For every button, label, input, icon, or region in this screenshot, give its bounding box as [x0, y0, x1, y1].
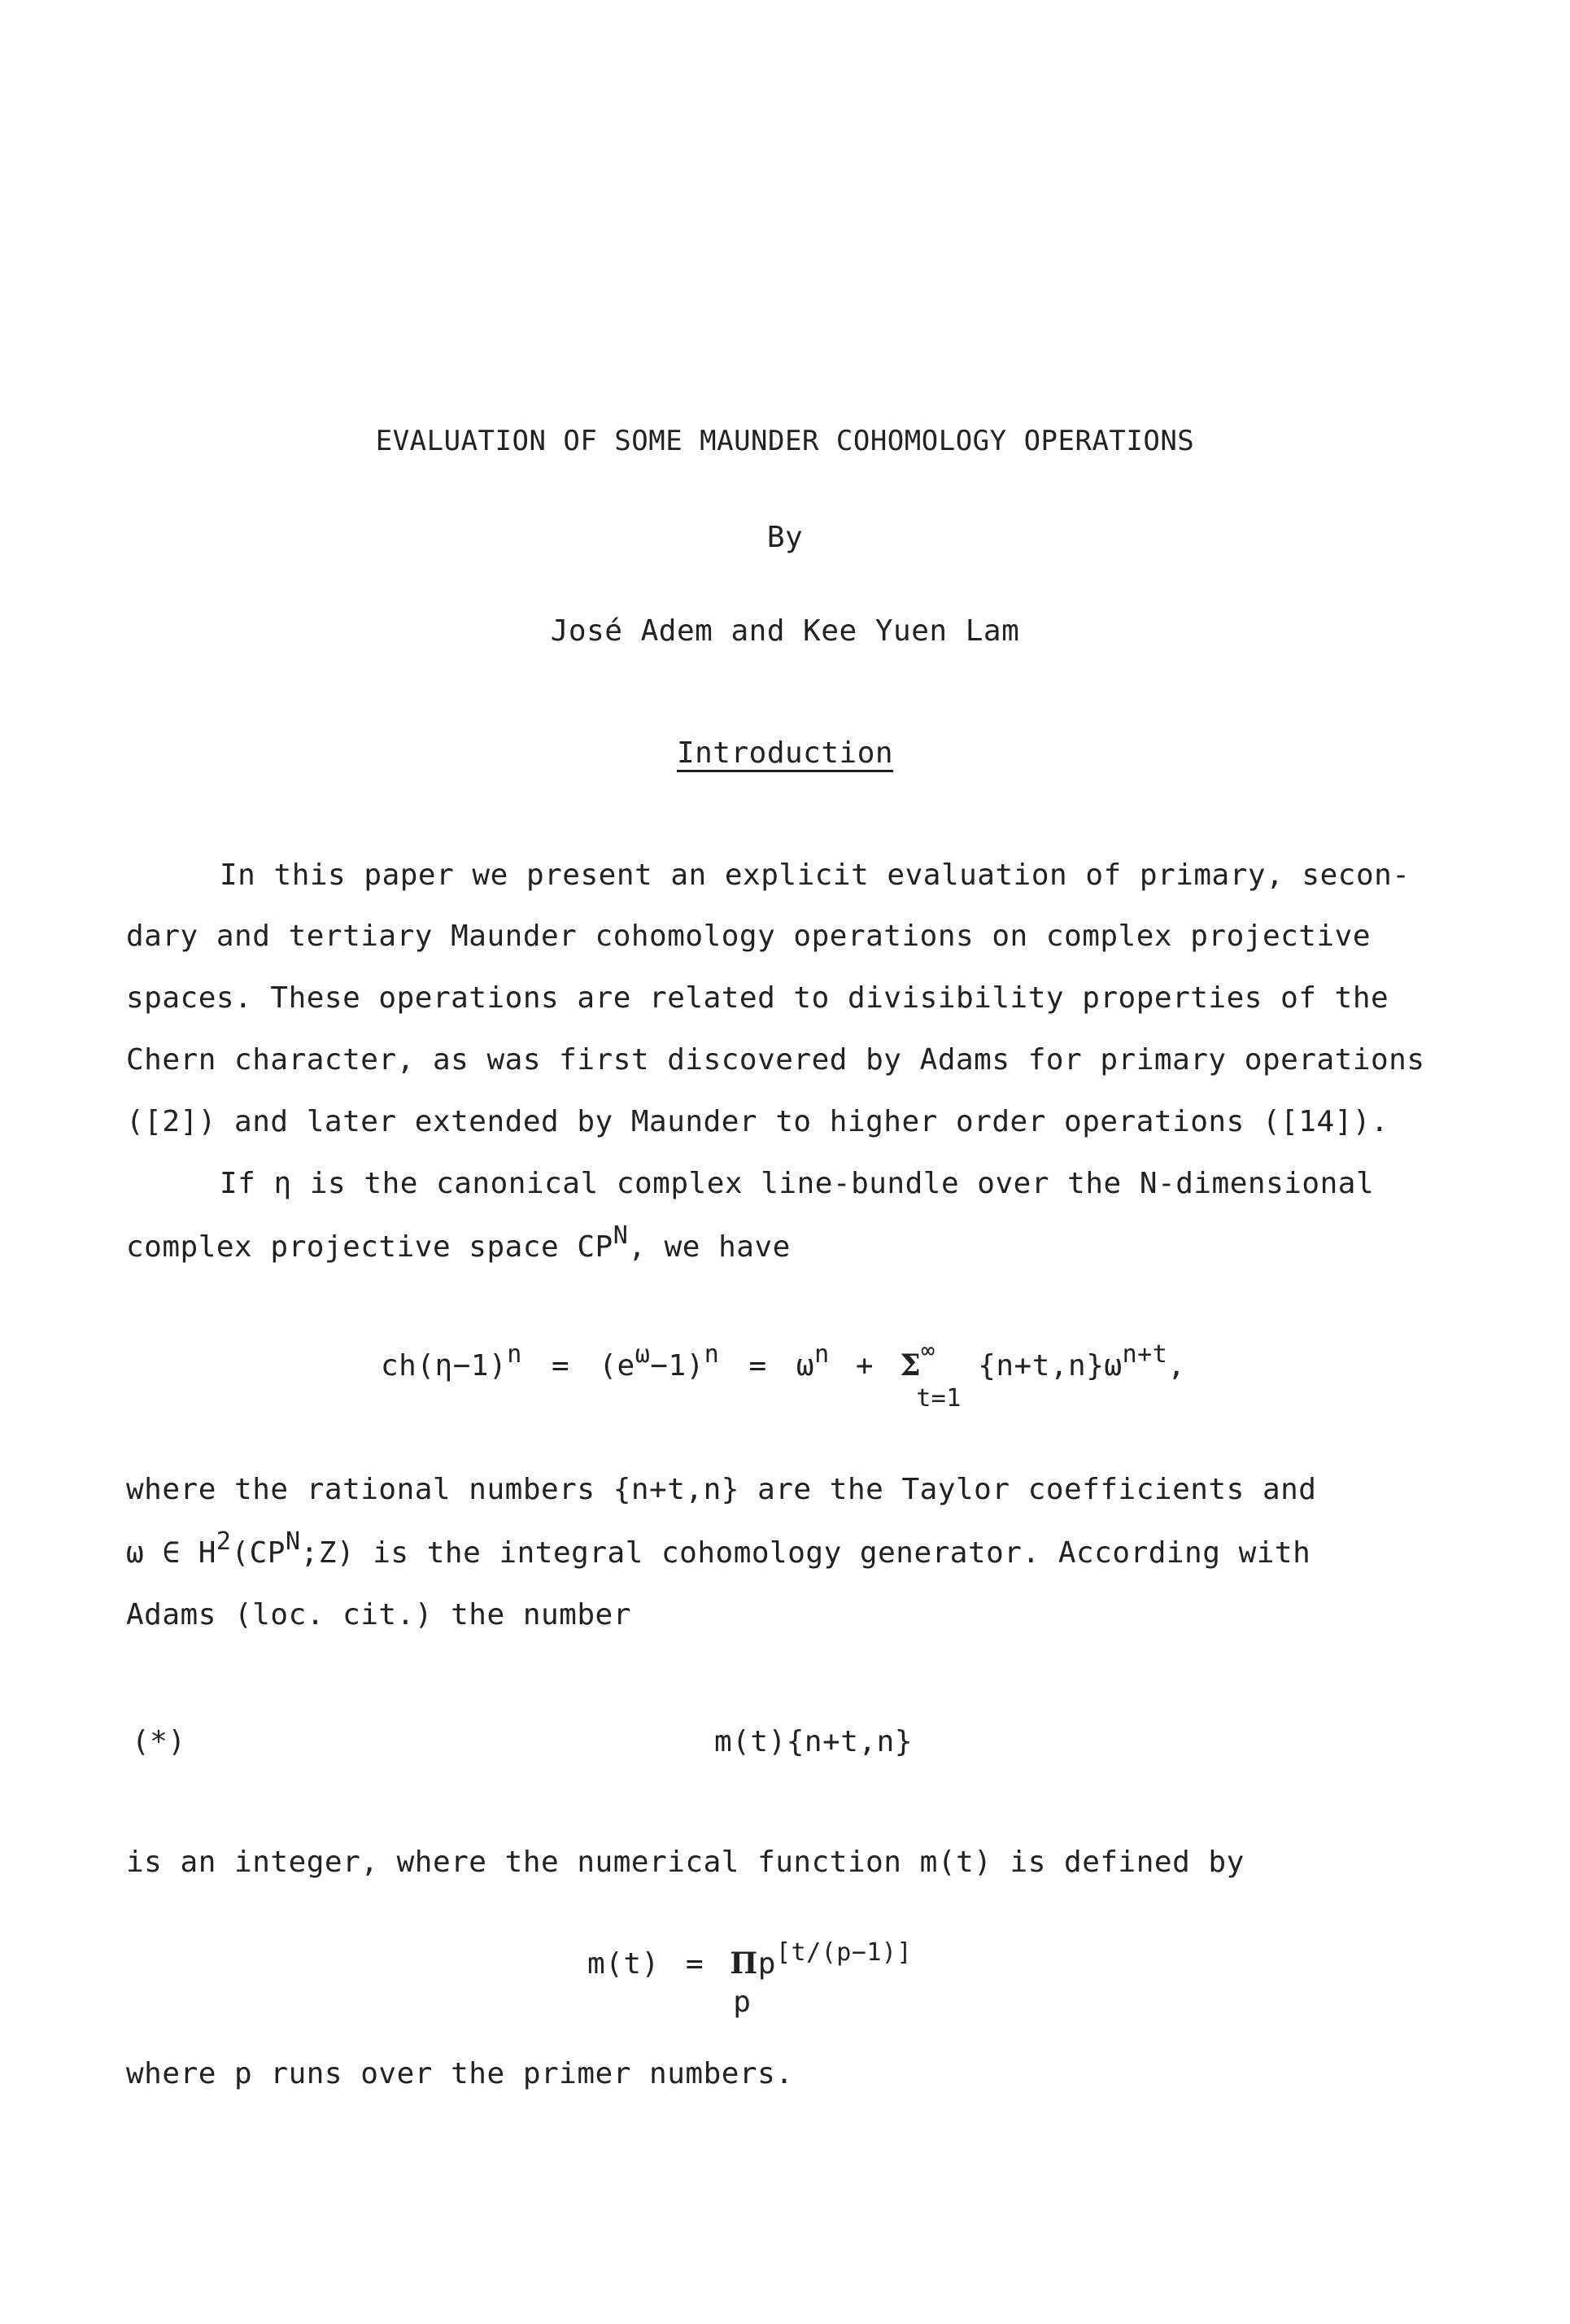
paper-title: EVALUATION OF SOME MAUNDER COHOMOLOGY OPERATIONS — [375, 425, 1195, 457]
paragraph4: is an integer, where the numerical function m(t) is defined by — [126, 1846, 1245, 1879]
paragraph2-line2-pre: complex projective space CP — [126, 1230, 613, 1264]
paragraph1-line1: In this paper we present an explicit evaluation of primary, secon- — [220, 858, 1411, 892]
eq1-plus: + — [855, 1349, 874, 1383]
eq1-omega: ω — [796, 1349, 815, 1383]
paragraph5: where p runs over the primer numbers. — [126, 2057, 794, 2090]
eq2-prod-sub: p — [733, 1985, 752, 2019]
section-heading-text: Introduction — [676, 736, 894, 770]
eq1-term-exp: n+t — [1122, 1340, 1168, 1369]
equation-m-of-t — [587, 1938, 913, 2019]
eq1-mid-exp: ω — [635, 1340, 651, 1369]
paragraph3-line2-sup1: 2 — [216, 1527, 232, 1556]
section-heading — [0, 736, 1570, 770]
equation-star-label: (*) — [132, 1725, 186, 1758]
eq2-prod-symbol: Π — [730, 1946, 758, 1981]
eq1-term: {n+t,n}ω — [978, 1349, 1123, 1383]
byline: By — [766, 521, 804, 554]
paragraph1-line4: Chern character, as was first discovered by Adams for primary operations — [126, 1043, 1425, 1077]
eq2-p: p — [757, 1947, 776, 1981]
paragraph3-line2-c: ;Z) is the integral cohomology generator. According with — [300, 1536, 1311, 1570]
eq1-mid: (e — [599, 1349, 635, 1383]
eq1-equals-1: = — [551, 1349, 570, 1383]
eq1-mid-post: −1) — [650, 1349, 704, 1383]
eq2-exp: [t/(p−1)] — [775, 1938, 913, 1967]
eq1-equals-2: = — [748, 1349, 767, 1383]
eq1-lhs-exp: n — [507, 1340, 522, 1369]
paragraph2-line2-post: , we have — [628, 1230, 791, 1264]
eq1-omega-exp: n — [814, 1340, 830, 1369]
paragraph1-line3: spaces. These operations are related to divisibility properties of the — [126, 981, 1389, 1015]
paragraph3-line2 — [126, 1527, 1311, 1570]
paragraph3-line1: where the rational numbers {n+t,n} are the Taylor coefficients and — [126, 1473, 1317, 1506]
equation-chern-character — [381, 1337, 1186, 1413]
authors: José Adem and Kee Yuen Lam — [550, 614, 1020, 648]
paragraph2-line2 — [126, 1221, 791, 1264]
eq1-lhs: ch(η−1) — [381, 1349, 508, 1383]
eq1-mid-post-exp: n — [704, 1340, 720, 1369]
equation-star-expr: m(t){n+t,n} — [714, 1725, 913, 1758]
paragraph2-line1: If η is the canonical complex line-bundle over the N-dimensional — [220, 1167, 1375, 1200]
paragraph3-line2-a: ω ∈ H — [126, 1536, 216, 1570]
paragraph3-line2-sup2: N — [285, 1527, 301, 1556]
paragraph1-line2: dary and tertiary Maunder cohomology operations on complex projective — [126, 920, 1371, 953]
eq2-equals: = — [685, 1947, 704, 1981]
paragraph2-line2-sup: N — [613, 1221, 629, 1250]
paragraph3-line2-b: (CP — [231, 1536, 286, 1570]
eq2-product — [730, 1946, 758, 2019]
paragraph3-line3: Adams (loc. cit.) the number — [126, 1598, 631, 1632]
eq2-lhs: m(t) — [587, 1947, 660, 1981]
eq1-sigma-sub: t=1 — [916, 1384, 962, 1413]
eq1-comma: , — [1167, 1349, 1186, 1383]
eq1-sigma-sup: ∞ — [921, 1337, 935, 1364]
eq1-sigma: Σ — [900, 1348, 922, 1383]
paragraph1-line5: ([2]) and later extended by Maunder to higher order operations ([14]). — [126, 1105, 1389, 1138]
